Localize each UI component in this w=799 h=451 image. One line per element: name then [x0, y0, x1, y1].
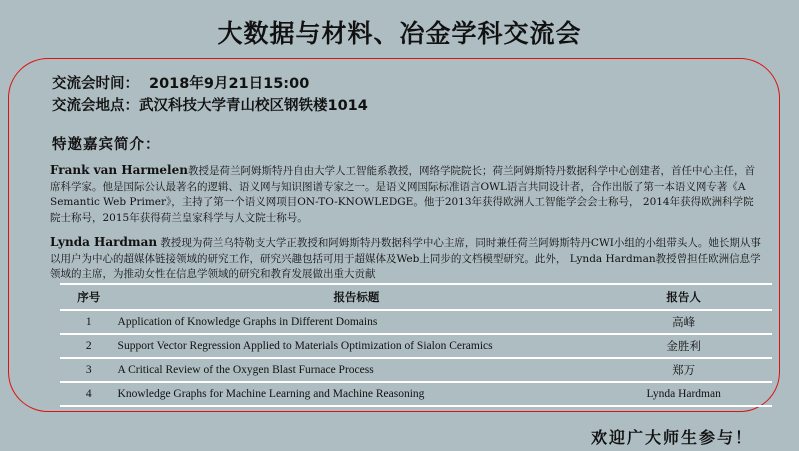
row-title: Application of Knowledge Graphs in Different Domains — [118, 310, 596, 334]
guest-name: Frank van Harmelen — [50, 163, 188, 177]
guest-bio — [50, 235, 762, 283]
meeting-place-value: 武汉科技大学青山校区钢铁楼1014 — [139, 98, 368, 114]
row-title: Knowledge Graphs for Machine Learning and Machine Reasoning — [118, 382, 596, 406]
row-index: 2 — [60, 334, 118, 358]
table-row — [60, 382, 772, 406]
table-row — [60, 310, 772, 334]
row-speaker: 郑万 — [595, 358, 772, 382]
welcome-message: 欢迎广大师生参与！ — [590, 428, 753, 447]
column-header-speaker: 报告人 — [595, 284, 772, 310]
meeting-time-label: 交流会时间： — [52, 76, 139, 92]
column-header-index: 序号 — [60, 284, 118, 310]
guest-bio-text: 教授是荷兰阿姆斯特丹自由大学人工智能系教授，网络学院院长；荷兰阿姆斯特丹数据科学中心创建者，首任中心主任，首席科学家。他是国际公认最著名的逻辑、语义网与知识图谱专家之一。是语义网国际标准语言OWL语言共同设计者，合作出版了第一本语义网专著《A Semantic Web Primer》，主持了第一个语义网项目ON-TO-KNOWLEDGE。他于2013年获得欧洲人工智能学会会士称号， 2014年获得欧洲科学院院士称号，2015年获得荷兰皇家科学与人文院士称号。 — [50, 165, 755, 224]
page-title: 大数据与材料、冶金学科交流会 — [217, 19, 582, 48]
row-index: 1 — [60, 310, 118, 334]
meeting-time-line — [52, 72, 309, 93]
guest-name: Lynda Hardman — [50, 235, 158, 249]
meeting-place-label: 交流会地点： — [52, 98, 139, 114]
guests-heading: 特邀嘉宾简介： — [52, 137, 161, 153]
row-speaker: Lynda Hardman — [595, 382, 772, 406]
guest-bio — [50, 163, 762, 226]
row-index: 4 — [60, 382, 118, 406]
row-title: Support Vector Regression Applied to Materials Optimization of Sialon Ceramics — [118, 334, 596, 358]
meeting-place-line — [52, 94, 368, 115]
table-header-row — [60, 284, 772, 310]
meeting-time-value: 2018年9月21日15:00 — [149, 76, 310, 92]
row-title: A Critical Review of the Oxygen Blast Furnace Process — [118, 358, 596, 382]
row-index: 3 — [60, 358, 118, 382]
row-speaker: 高峰 — [595, 310, 772, 334]
table-row — [60, 358, 772, 382]
schedule-table — [60, 283, 772, 407]
table-row — [60, 334, 772, 358]
guest-bio-text: 教授现为荷兰乌特勒支大学正教授和阿姆斯特丹数据科学中心主席，同时兼任荷兰阿姆斯特丹CWI小组的小组带头人。她长期从事以用户为中心的超媒体链接领域的研究工作，研究兴趣包括可用于超媒体及Web上同步的文档模型研究。此外， Lynda Hardman教授曾担任欧洲信息学领域的主席，为推动女性在信息学领域的研究和教育发展做出重大贡献 — [50, 237, 761, 280]
row-speaker: 金胜利 — [595, 334, 772, 358]
column-header-title: 报告标题 — [118, 284, 596, 310]
